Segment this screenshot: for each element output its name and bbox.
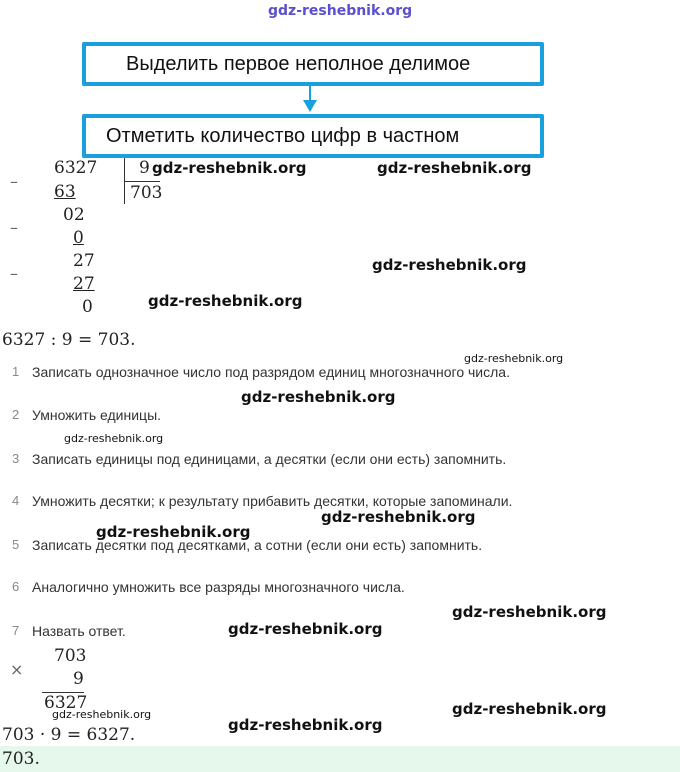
- multiplication-result: 703 · 9 = 6327.: [2, 725, 136, 745]
- answer: 703.: [2, 749, 40, 769]
- watermark: gdz-reshebnik.org: [452, 603, 607, 621]
- step-number: 6: [12, 579, 20, 594]
- step-number: 5: [12, 537, 20, 552]
- watermark: gdz-reshebnik.org: [148, 292, 303, 310]
- watermark: gdz-reshebnik.org: [228, 620, 383, 638]
- division-step: 02: [63, 205, 85, 225]
- watermark: gdz-reshebnik.org: [452, 700, 607, 718]
- watermark: gdz-reshebnik.org: [464, 352, 564, 365]
- dividend: 6327: [54, 158, 98, 178]
- step-text: Записать однозначное число под разрядом единиц многозначного числа.: [32, 364, 510, 380]
- step-number: 3: [12, 451, 20, 466]
- divisor: 9: [139, 158, 150, 178]
- flow-box-first-text: Выделить первое неполное делимое: [126, 52, 471, 75]
- watermark: gdz-reshebnik.org: [152, 159, 307, 177]
- watermark: gdz-reshebnik.org: [377, 159, 532, 177]
- watermark: gdz-reshebnik.org: [372, 256, 527, 274]
- division-step: 0: [73, 228, 84, 248]
- watermark: gdz-reshebnik.org: [52, 708, 152, 721]
- step-text: Аналогично умножить все разряды многозначного числа.: [32, 579, 405, 595]
- step-text: Назвать ответ.: [32, 623, 126, 639]
- division-step: 27: [73, 251, 95, 271]
- flow-box-first: [82, 42, 544, 86]
- division-remainder: 0: [82, 297, 93, 317]
- step-text: Умножить единицы.: [32, 407, 162, 423]
- multiplicand: 703: [54, 646, 87, 666]
- quotient: 703: [130, 183, 163, 203]
- watermark: gdz-reshebnik.org: [268, 3, 413, 19]
- watermark: gdz-reshebnik.org: [64, 432, 164, 445]
- watermark: gdz-reshebnik.org: [228, 716, 383, 734]
- multiply-sign: ×: [10, 660, 24, 679]
- answer-bar: [0, 746, 680, 772]
- minus-sign: –: [10, 218, 18, 237]
- watermark: gdz-reshebnik.org: [241, 388, 396, 406]
- minus-sign: –: [10, 264, 18, 283]
- watermark: gdz-reshebnik.org: [96, 523, 251, 541]
- division-step: 27: [73, 274, 95, 294]
- division-result: 6327 : 9 = 703.: [2, 330, 136, 350]
- multiplier: 9: [73, 669, 84, 689]
- step-text: Записать десятки под десятками, а сотни (если они есть) запомнить.: [32, 537, 483, 553]
- step-number: 1: [12, 364, 20, 379]
- division-bracket-horizontal: [124, 181, 160, 182]
- flow-box-second-text: Отметить количество цифр в частном: [106, 124, 460, 147]
- step-text: Умножить десятки; к результату прибавить десятки, которые запоминали.: [32, 493, 513, 509]
- division-step: 63: [54, 182, 76, 202]
- step-number: 4: [12, 493, 20, 508]
- product: 6327: [44, 693, 88, 713]
- step-text: Записать единицы под единицами, а десятки (если они есть) запомнить.: [32, 451, 507, 467]
- flow-box-second: [82, 114, 544, 158]
- step-number: 7: [12, 623, 20, 638]
- minus-sign: –: [10, 172, 18, 191]
- watermark: gdz-reshebnik.org: [321, 508, 476, 526]
- arrow-down-icon: [303, 100, 317, 112]
- step-number: 2: [12, 407, 20, 422]
